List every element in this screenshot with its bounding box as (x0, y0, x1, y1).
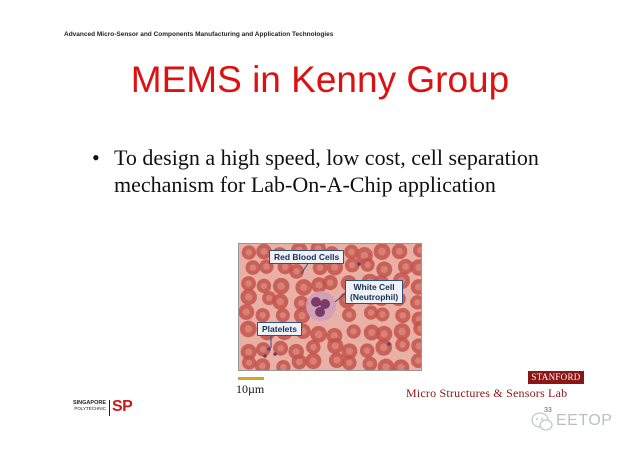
page-number: 33 (544, 407, 552, 414)
red-blood-cell-center (367, 361, 374, 368)
scale-label: 10µm (236, 382, 265, 396)
red-blood-cell-center (310, 344, 317, 351)
red-blood-cell-center (282, 263, 289, 270)
red-blood-cell-center (332, 342, 339, 349)
red-blood-cell-center (349, 262, 356, 269)
red-blood-cell-center (259, 312, 265, 318)
slide-title: MEMS in Kenny Group (130, 59, 510, 100)
lab-name: Micro Structures & Sensors Lab (406, 386, 568, 400)
red-blood-cell-center (399, 341, 406, 348)
red-blood-cell-center (364, 347, 371, 354)
blood-smear-image (238, 243, 422, 371)
bullet-text: To design a high speed, low cost, cell separation mechanism for Lab-On-A-Chip application (114, 145, 539, 197)
red-blood-cell-center (298, 300, 305, 307)
red-blood-cell-center (298, 312, 305, 319)
white-cell-lobe (311, 297, 321, 307)
watermark-text: EETOP (556, 412, 613, 429)
red-blood-cell-center (364, 262, 370, 268)
red-blood-cell-center (243, 308, 250, 315)
red-blood-cell-center (315, 282, 322, 289)
red-blood-cell-center (246, 359, 252, 365)
red-blood-cell-center (348, 249, 355, 256)
red-blood-cell-center (399, 312, 406, 319)
red-blood-cell-center (378, 248, 386, 256)
callout-platelets: Platelets (257, 322, 302, 336)
red-blood-cell-center (293, 348, 300, 355)
red-blood-cell-center (368, 309, 374, 315)
white-cell-lobe (315, 307, 325, 317)
red-blood-cell-center (331, 264, 338, 271)
red-blood-cell-center (327, 279, 334, 286)
chat-bubble-icon (530, 410, 554, 434)
red-blood-cell-center (293, 268, 300, 275)
red-blood-cell-center (346, 348, 353, 355)
red-blood-cell-center (277, 345, 284, 352)
red-blood-cell-center (245, 348, 252, 355)
red-blood-cell-center (310, 357, 317, 364)
red-blood-cell-center (350, 328, 356, 334)
red-blood-cell-center (346, 359, 353, 366)
red-blood-cell-center (250, 264, 257, 271)
platelet (273, 352, 277, 356)
platelet (263, 354, 267, 358)
red-blood-cell-center (277, 298, 284, 305)
red-blood-cell-center (398, 328, 405, 335)
red-blood-cell-center (263, 263, 270, 270)
red-blood-cell-center (280, 312, 286, 318)
platelet (267, 347, 271, 351)
red-blood-cell-center (414, 299, 420, 305)
red-blood-cell-center (261, 283, 267, 289)
scale-bar (238, 377, 264, 380)
red-blood-cell-center (368, 329, 375, 336)
red-blood-cell-center (300, 284, 307, 291)
red-blood-cell-center (277, 282, 284, 289)
sp-logo-mark: SP (112, 398, 133, 415)
bullet-symbol: • (92, 145, 100, 170)
red-blood-cell-center (245, 325, 253, 333)
red-blood-cell-center (380, 344, 388, 352)
red-blood-cell-center (396, 248, 403, 255)
red-blood-cell-center (380, 330, 387, 337)
watermark (530, 410, 630, 436)
callout-white-cell (345, 280, 403, 304)
platelet (357, 262, 361, 266)
callout-white-cell-line1: White Cell (353, 282, 395, 292)
red-blood-cell-center (266, 295, 272, 301)
red-blood-cell-center (333, 357, 340, 364)
red-blood-cell-center (315, 331, 323, 339)
callout-red-blood-cells: Red Blood Cells (269, 250, 344, 264)
stanford-logo: STANFORD (528, 371, 584, 384)
red-blood-cell-center (346, 312, 352, 318)
red-blood-cell-center (381, 266, 388, 273)
sp-logo-line2: POLYTECHNIC (74, 406, 106, 411)
singapore-polytechnic-logo (66, 398, 136, 420)
red-blood-cell-center (402, 263, 409, 270)
sp-logo-divider (109, 400, 110, 416)
slide-header: Advanced Micro-Sensor and Components Manufacturing and Application Technologies (64, 31, 334, 38)
red-blood-cell-center (246, 249, 252, 255)
red-blood-cell-center (245, 293, 252, 300)
red-blood-cell-center (317, 264, 324, 271)
red-blood-cell-center (296, 358, 303, 365)
callout-white-cell-line2: (Neutrophil) (350, 292, 399, 302)
red-blood-cell-center (379, 311, 385, 317)
red-blood-cell-center (260, 346, 267, 353)
red-blood-cell-center (245, 280, 252, 287)
platelet (387, 342, 391, 346)
red-blood-cell-center (260, 248, 267, 255)
sp-logo-line1: SINGAPORE (72, 400, 106, 406)
red-blood-cell-center (259, 362, 266, 369)
